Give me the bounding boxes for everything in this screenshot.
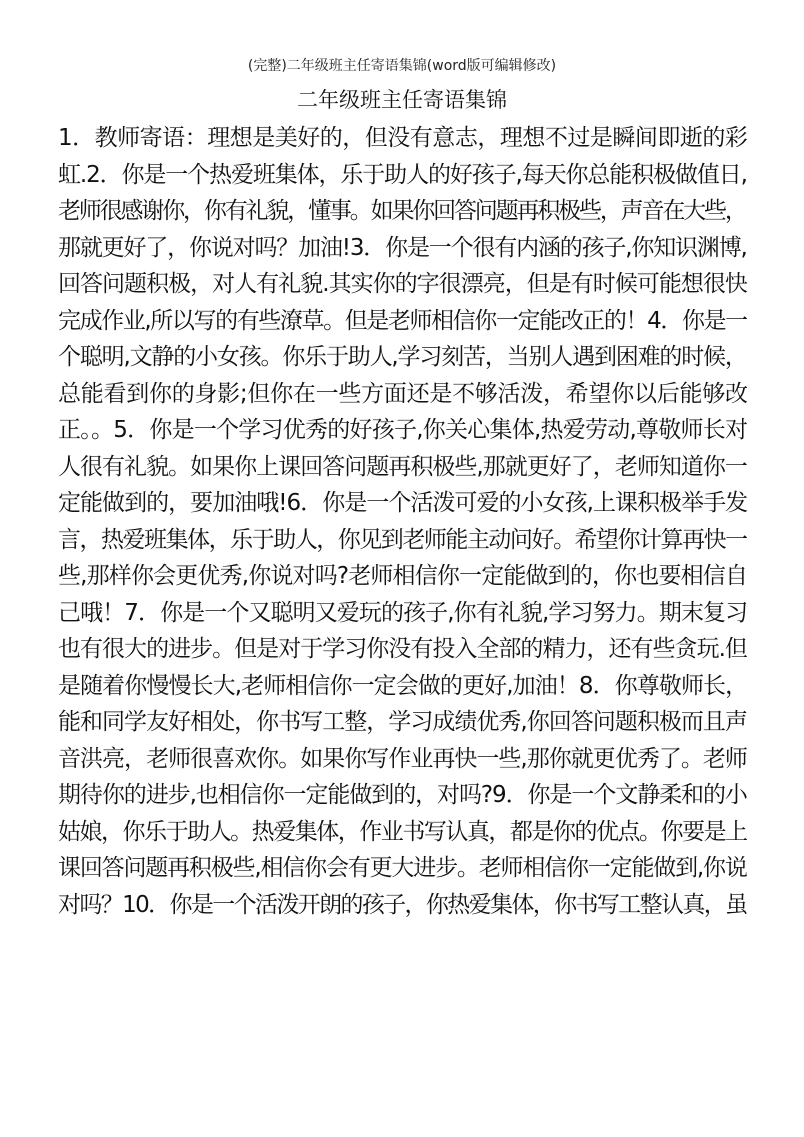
body-line: 对吗？10．你是一个活泼开朗的孩子，你热爱集体，你书写工整认真，虽 <box>58 891 747 918</box>
body-line: 姑娘，你乐于助人。热爱集体，作业书写认真，都是你的优点。你要是上 <box>58 818 747 845</box>
document-body <box>58 120 748 923</box>
body-line: 是随着你慢慢长大,老师相信你一定会做的更好,加油！8．你尊敬师长， <box>58 672 748 699</box>
body-line: 完成作业,所以写的有些潦草。但是老师相信你一定能改正的！4．你是一 <box>58 307 747 334</box>
body-line: 个聪明,文静的小女孩。你乐于助人,学习刻苦，当别人遇到困难的时候， <box>58 344 747 370</box>
body-line: 音洪亮，老师很喜欢你。如果你写作业再快一些,那你就更优秀了。老师 <box>58 745 747 772</box>
document-header: (完整)二年级班主任寄语集锦(word版可编辑修改) <box>247 58 557 74</box>
body-line: 人很有礼貌。如果你上课回答问题再积极些,那就更好了，老师知道你一 <box>58 453 747 480</box>
body-line: 定能做到的，要加油哦!6．你是一个活泼可爱的小女孩,上课积极举手发 <box>58 490 748 516</box>
body-line: 己哦！7．你是一个又聪明又爱玩的孩子,你有礼貌,学习努力。期末复习 <box>58 599 748 626</box>
body-line: 课回答问题再积极些,相信你会有更大进步。老师相信你一定能做到,你说 <box>58 855 747 881</box>
body-line: 也有很大的进步。但是对于学习你没有投入全部的精力，还有些贪玩.但 <box>58 636 747 662</box>
body-line: 期待你的进步,也相信你一定能做到的，对吗?9．你是一个文静柔和的小 <box>58 782 747 808</box>
body-line: 能和同学友好相处，你书写工整，学习成绩优秀,你回答问题积极而且声 <box>58 709 747 735</box>
body-line: 些,那样你会更优秀,你说对吗?老师相信你一定能做到的，你也要相信自 <box>58 563 748 589</box>
document-title: 二年级班主任寄语集锦 <box>297 88 507 112</box>
body-line: 正。。5．你是一个学习优秀的好孩子,你关心集体,热爱劳动,尊敬师长对 <box>58 417 748 443</box>
body-line: 1．教师寄语：理想是美好的，但没有意志，理想不过是瞬间即逝的彩 <box>58 125 748 151</box>
body-line: 老师很感谢你，你有礼貌，懂事。如果你回答问题再积极些，声音在大些， <box>58 198 746 224</box>
body-line: 总能看到你的身影;但你在一些方面还是不够活泼，希望你以后能够改 <box>58 380 748 407</box>
body-line: 回答问题积极，对人有礼貌.其实你的字很漂亮，但是有时候可能想很快 <box>58 271 747 297</box>
body-line: 那就更好了，你说对吗？加油!3．你是一个很有内涵的孩子,你知识渊博, <box>58 234 747 261</box>
body-line: 虹.2．你是一个热爱班集体，乐于助人的好孩子,每天你总能积极做值日, <box>58 161 747 188</box>
body-line: 言，热爱班集体，乐于助人，你见到老师能主动问好。希望你计算再快一 <box>58 526 747 553</box>
